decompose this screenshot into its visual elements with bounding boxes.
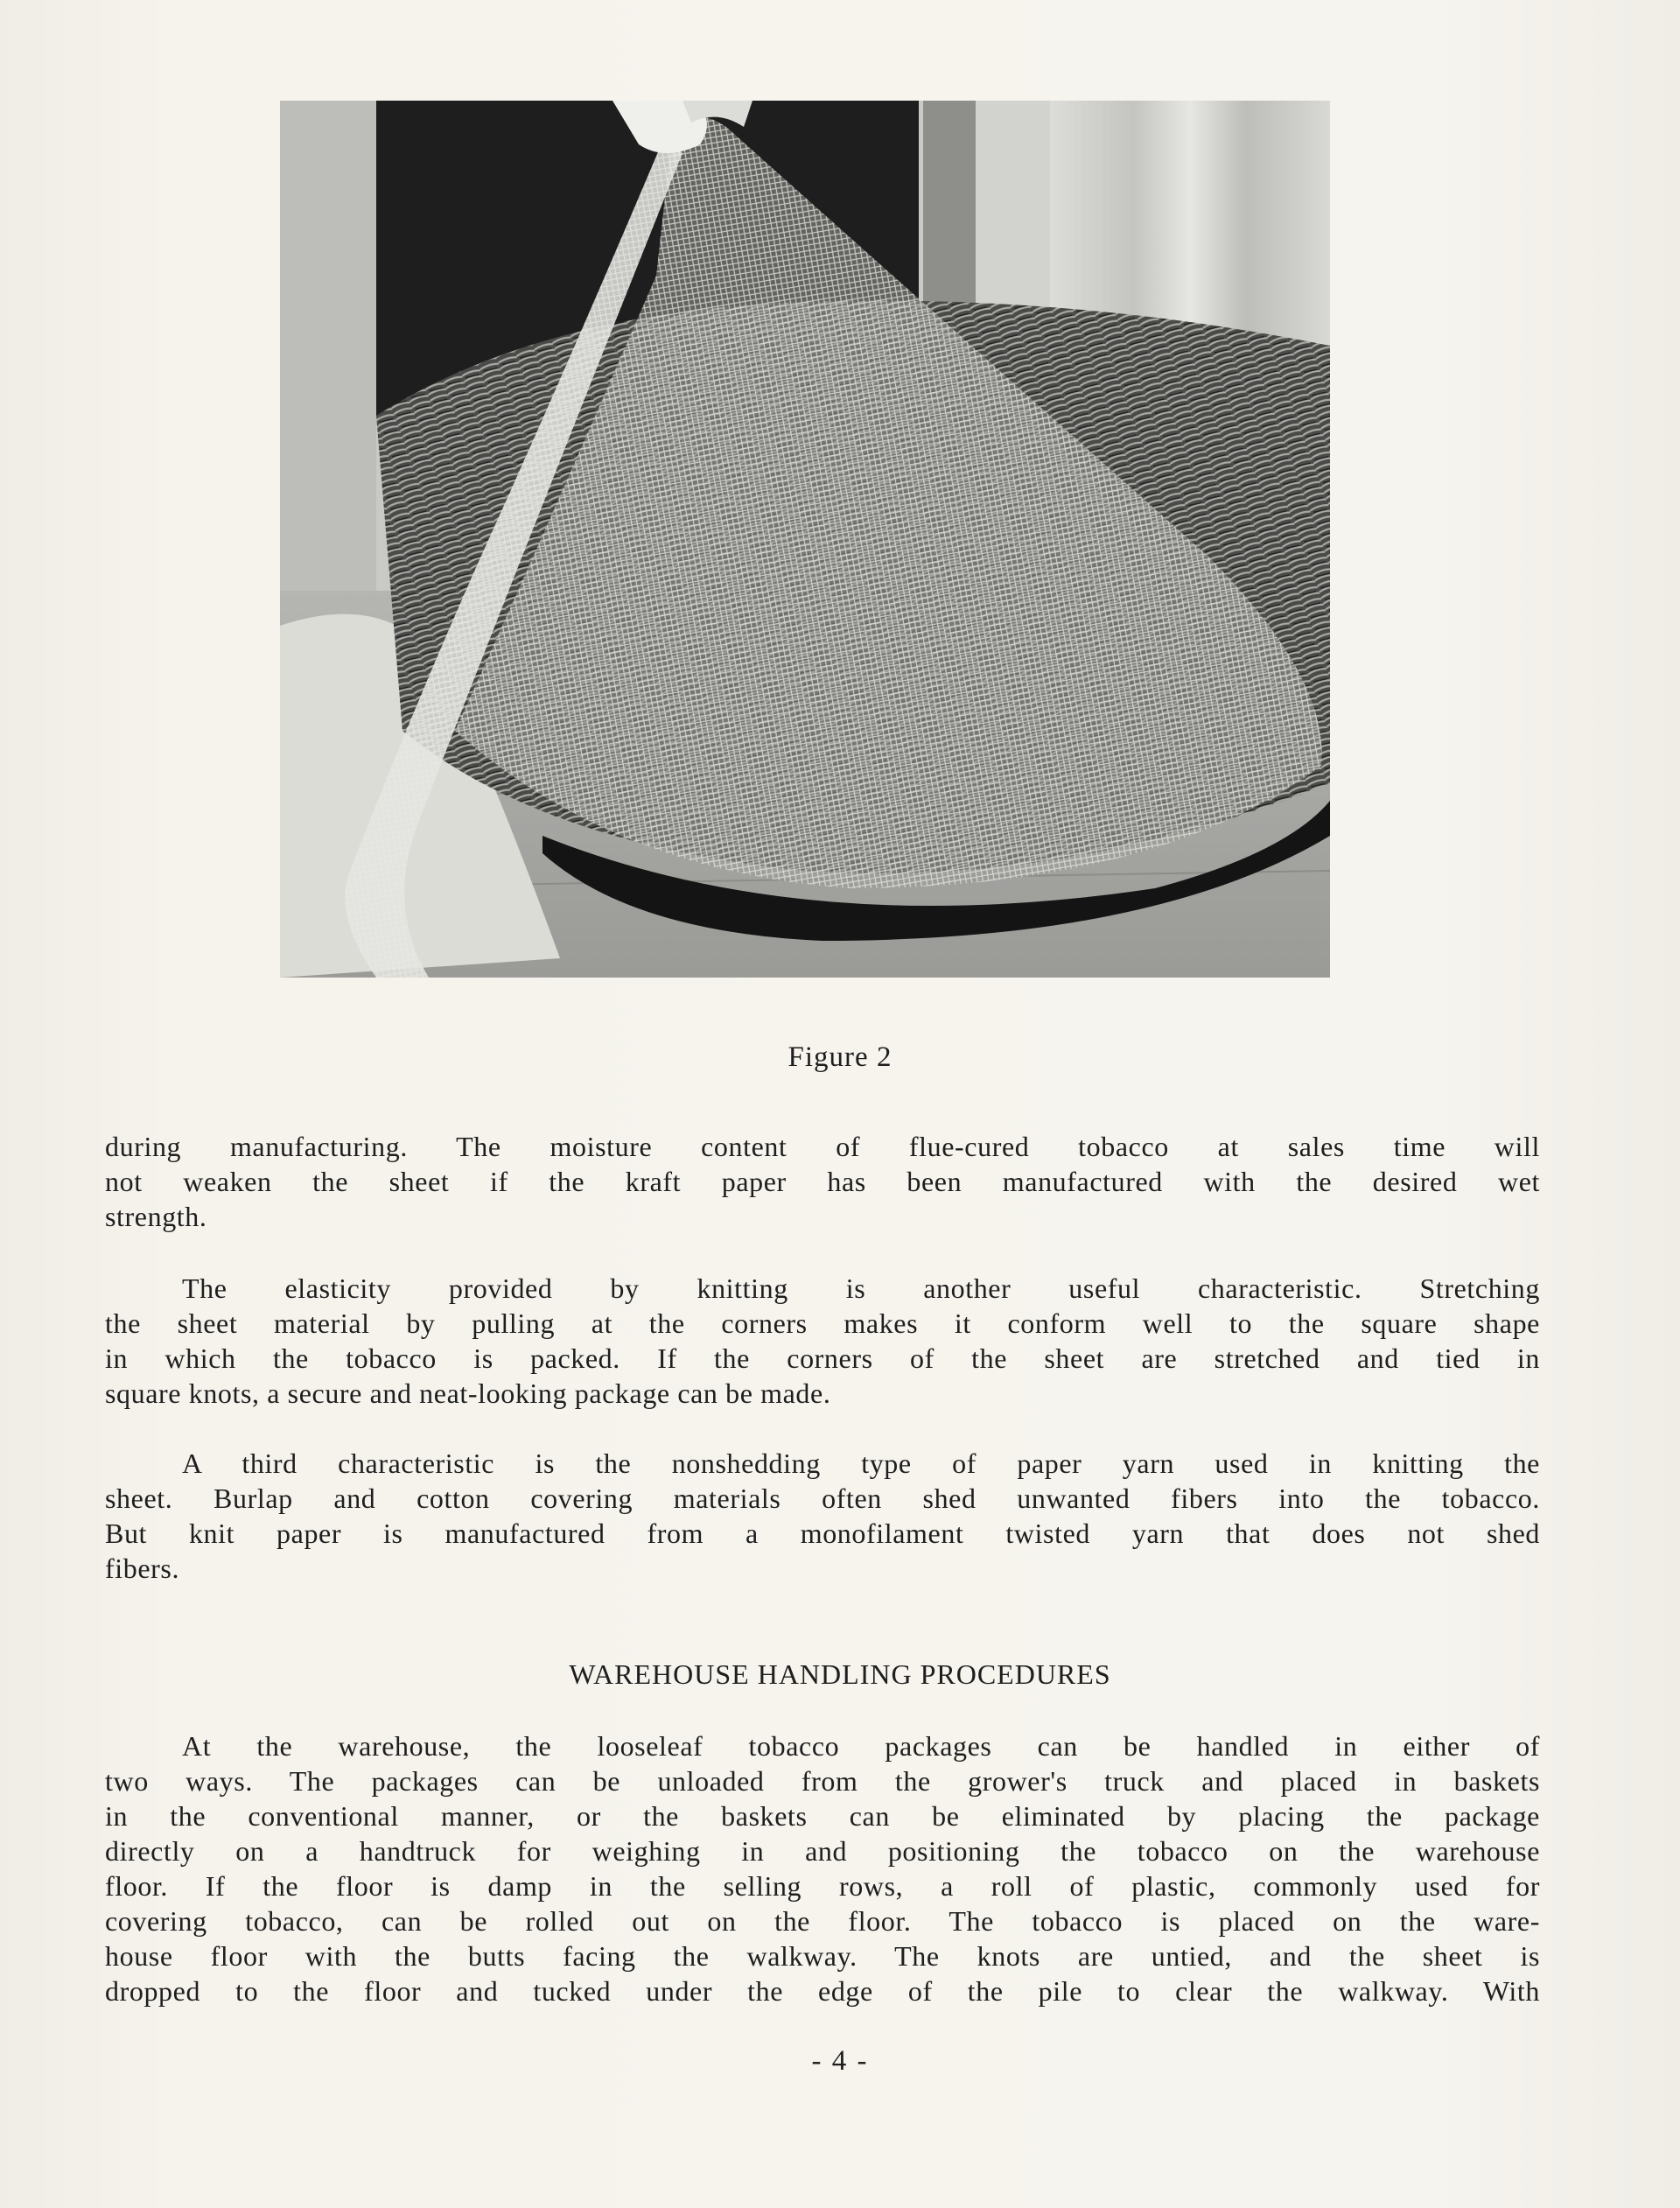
paragraph-nonshedding [105, 1446, 1540, 1586]
text-line: not weaken the sheet if the kraft paper has been manufactured with the desired wet [105, 1166, 1540, 1197]
text-line: in which the tobacco is packed. If the corners of the sheet are stretched and tied in [105, 1342, 1540, 1374]
text-line: sheet. Burlap and cotton covering materials often shed unwanted fibers into the tobacco. [105, 1483, 1540, 1514]
text-line: floor. If the floor is damp in the selling rows, a roll of plastic, commonly used for [105, 1870, 1540, 1902]
text-line: strength. [105, 1201, 207, 1232]
text-line: during manufacturing. The moisture content of flue-cured tobacco at sales time will [105, 1131, 1540, 1162]
text-line: the sheet material by pulling at the corners makes it conform well to the square shape [105, 1307, 1540, 1339]
tobacco-photo-illustration [280, 101, 1330, 978]
text-line: dropped to the floor and tucked under the edge of the pile to clear the walkway. With [105, 1975, 1540, 2007]
figure-photograph [280, 101, 1330, 978]
text-line: covering tobacco, can be rolled out on the floor. The tobacco is placed on the ware- [105, 1905, 1540, 1937]
text-line: directly on a handtruck for weighing in and positioning the tobacco on the warehouse [105, 1835, 1540, 1867]
text-line: fibers. [105, 1553, 180, 1584]
text-line: two ways. The packages can be unloaded from the grower's truck and placed in baskets [105, 1765, 1540, 1797]
text-line: house floor with the butts facing the walkway. The knots are untied, and the sheet is [105, 1940, 1540, 1972]
text-line: At the warehouse, the looseleaf tobacco packages can be handled in either of [182, 1730, 1540, 1762]
paragraph-warehouse [105, 1728, 1540, 2008]
figure-caption: Figure 2 [788, 1041, 892, 1073]
text-line: in the conventional manner, or the baskets can be eliminated by placing the package [105, 1800, 1540, 1832]
page-number: - 4 - [811, 2045, 869, 2077]
text-line: A third characteristic is the nonshedding type of paper yarn used in knitting the [182, 1447, 1540, 1479]
text-line: square knots, a secure and neat-looking package can be made. [105, 1377, 831, 1409]
text-line: The elasticity provided by knitting is another useful characteristic. Stretching [182, 1272, 1540, 1304]
paragraph-elasticity [105, 1271, 1540, 1411]
paragraph-moisture [105, 1129, 1540, 1234]
text-line: But knit paper is manufactured from a monofilament twisted yarn that does not shed [105, 1518, 1540, 1549]
section-heading: WAREHOUSE HANDLING PROCEDURES [569, 1658, 1111, 1690]
